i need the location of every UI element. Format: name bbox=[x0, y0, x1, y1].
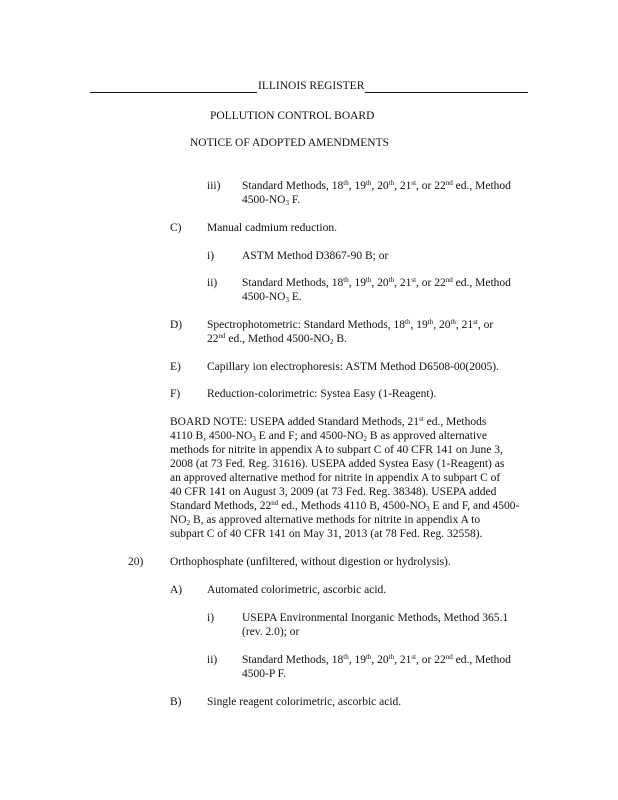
item-Aii-label: ii) bbox=[207, 654, 218, 666]
item-B-label: B) bbox=[170, 696, 182, 708]
item-E-text: Capillary ion electrophoresis: ASTM Method D6508-00(2005). bbox=[207, 361, 499, 373]
item-Aii-line2: 4500-P F. bbox=[242, 668, 287, 680]
item-Cii-line2: $4500-NO_3$ E. bbox=[242, 291, 302, 304]
item-Cii-line1: Standard Methods, 18th, 19th, 20th, 21st, or 22nd ed., Method bbox=[242, 276, 511, 289]
item-Ai-label: i) bbox=[207, 612, 215, 624]
item-Ai-line1: USEPA Environmental Inorganic Methods, Method 365.1 bbox=[242, 612, 509, 624]
board-note-line9: subpart C of 40 CFR 141 on May 31, 2013 (at 78 Fed. Reg. 32558). bbox=[170, 528, 483, 540]
item-D-label: D) bbox=[170, 319, 183, 331]
item-Ci-label: i) bbox=[207, 250, 215, 262]
board-note-line1: BOARD NOTE: USEPA added Standard Methods, 21st ed., Methods bbox=[170, 415, 487, 428]
board-note-line5: an approved alternative method for nitrite in appendix A to subpart C of bbox=[170, 472, 501, 484]
item-Ai-line2: (rev. 2.0); or bbox=[242, 626, 300, 638]
item-20-text: Orthophosphate (unfiltered, without digestion or hydrolysis). bbox=[170, 556, 451, 568]
item-Aii-line1: Standard Methods, 18th, 19th, 20th, 21st, or 22nd ed., Method bbox=[242, 653, 511, 666]
board-note-line7: Standard Methods, 22nd ed., Methods 4110 B, $4500-NO_3$ E and F, and 4500- bbox=[170, 499, 520, 513]
item-C-text: Manual cadmium reduction. bbox=[207, 222, 337, 234]
item-B-text: Single reagent colorimetric, ascorbic acid. bbox=[207, 696, 402, 708]
notice-title: NOTICE OF ADOPTED AMENDMENTS bbox=[190, 137, 390, 149]
item-20-label: 20) bbox=[128, 556, 144, 568]
item-D-line2: 22nd ed., Method $4500-NO_2$ B. bbox=[207, 332, 347, 346]
item-iii-line1: Standard Methods, 18th, 19th, 20th, 21st, or 22nd ed., Method bbox=[242, 179, 511, 192]
item-iii-label: iii) bbox=[207, 180, 221, 192]
item-A-label: A) bbox=[170, 584, 183, 596]
item-A-text: Automated colorimetric, ascorbic acid. bbox=[207, 584, 387, 596]
board-note-line3: methods for nitrite in appendix A to subpart C of 40 CFR 141 on June 3, bbox=[170, 444, 503, 456]
board-title: POLLUTION CONTROL BOARD bbox=[210, 110, 375, 122]
item-F-label: F) bbox=[170, 388, 181, 400]
item-F-text: Reduction-colorimetric: Systea Easy (1-Reagent). bbox=[207, 388, 437, 400]
board-note-line4: 2008 (at 73 Fed. Reg. 31616). USEPA added Systea Easy (1-Reagent) as bbox=[170, 458, 505, 470]
item-Cii-label: ii) bbox=[207, 277, 218, 289]
board-note-line6: 40 CFR 141 on August 3, 2009 (at 73 Fed. Reg. 38348). USEPA added bbox=[170, 486, 497, 498]
item-E-label: E) bbox=[170, 361, 181, 373]
register-title: ILLINOIS REGISTER bbox=[258, 80, 365, 92]
item-D-line1: Spectrophotometric: Standard Methods, 18th, 19th, 20th, 21st, or bbox=[207, 318, 494, 331]
item-iii-line2: $4500-NO_3$ F. bbox=[242, 194, 301, 207]
item-C-label: C) bbox=[170, 222, 182, 234]
item-Ci-text: ASTM Method D3867-90 B; or bbox=[242, 250, 389, 262]
board-note-line8: $NO_2$ B, as approved alternative methods for nitrite in appendix A to bbox=[170, 514, 481, 527]
board-note-line2: 4110 B, $4500-NO_3$ E and F; and $4500-NO_2$ B as approved alternative bbox=[170, 430, 488, 443]
